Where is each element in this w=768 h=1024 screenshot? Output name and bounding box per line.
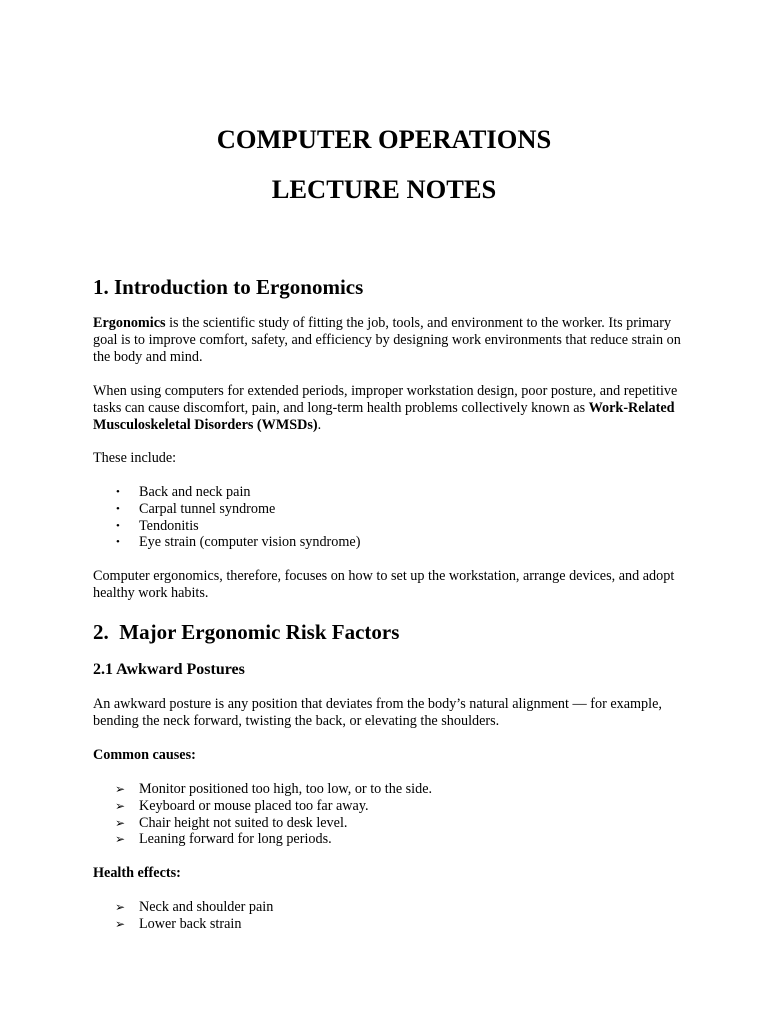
list-item xyxy=(93,501,360,518)
subsection-2-1-heading: 2.1 Awkward Postures xyxy=(93,661,245,678)
arrow-bullet-icon: ➢ xyxy=(115,832,126,847)
list-item xyxy=(93,484,360,501)
common-causes-list xyxy=(93,781,432,848)
list-item xyxy=(93,518,360,535)
wmsd-paragraph-text: When using computers for extended periods, improper workstation design, poor posture, and repetitive tasks can cause discomfort, pain, and long-term health problems collectively known as xyxy=(93,383,678,416)
these-include-label: These include: xyxy=(93,450,177,466)
list-item xyxy=(93,781,432,798)
wmsd-paragraph xyxy=(93,383,683,433)
wmsd-paragraph-end: . xyxy=(317,416,322,433)
arrow-bullet-icon: ➢ xyxy=(115,798,126,813)
list-item-text: Neck and shoulder pain xyxy=(139,899,274,915)
list-item-text: Monitor positioned too high, too low, or to the side. xyxy=(139,781,433,797)
computer-ergonomics-paragraph: Computer ergonomics, therefore, focuses on how to set up the workstation, arrange devices, and adopt healthy work habits. xyxy=(93,568,675,601)
ergonomics-definition-paragraph xyxy=(93,315,683,365)
bullet-icon: • xyxy=(116,486,120,498)
list-item xyxy=(93,798,432,815)
list-item-text: Tendonitis xyxy=(139,517,199,534)
list-item xyxy=(93,916,273,933)
list-item-text: Back and neck pain xyxy=(139,484,251,500)
list-item-text: Leaning forward for long periods. xyxy=(139,831,332,848)
wmsd-term: Work-Related Musculoskeletal Disorders (WMSDs) xyxy=(93,399,675,433)
list-item-text: Carpal tunnel syndrome xyxy=(139,500,276,517)
list-item-text: Eye strain (computer vision syndrome) xyxy=(139,534,361,551)
list-item-text: Lower back strain xyxy=(139,915,242,932)
arrow-bullet-icon: ➢ xyxy=(115,782,126,796)
list-item xyxy=(93,899,273,916)
document-title-line-1: COMPUTER OPERATIONS xyxy=(216,124,552,154)
list-item xyxy=(93,831,432,848)
bullet-icon: • xyxy=(116,536,120,549)
common-causes-label: Common causes: xyxy=(93,747,196,763)
arrow-bullet-icon: ➢ xyxy=(115,815,126,830)
arrow-bullet-icon: ➢ xyxy=(115,900,126,914)
ergonomics-definition-text: is the scientific study of fitting the job, tools, and environment to the worker. Its primary goal is to improve comfort, safety, and efficiency by designing work environments that reduce strain on the body and mind. xyxy=(93,315,681,365)
list-item xyxy=(93,534,360,551)
section-1-heading: 1. Introduction to Ergonomics xyxy=(93,275,364,299)
document-title-line-2: LECTURE NOTES xyxy=(271,174,497,204)
ergonomics-term: Ergonomics xyxy=(93,315,166,331)
arrow-bullet-icon: ➢ xyxy=(115,916,126,931)
section-2-heading: 2. Major Ergonomic Risk Factors xyxy=(93,620,400,644)
disorder-list xyxy=(93,484,360,551)
health-effects-label: Health effects: xyxy=(93,865,181,881)
bullet-icon: • xyxy=(116,519,120,532)
list-item-text: Keyboard or mouse placed too far away. xyxy=(139,797,369,814)
health-effects-list xyxy=(93,899,273,933)
list-item xyxy=(93,815,432,832)
bullet-icon: • xyxy=(116,502,120,515)
awkward-posture-paragraph: An awkward posture is any position that deviates from the body’s natural alignment — for example, bending the neck forward, twisting the back, or elevating the shoulders. xyxy=(93,696,662,729)
list-item-text: Chair height not suited to desk level. xyxy=(139,814,348,831)
